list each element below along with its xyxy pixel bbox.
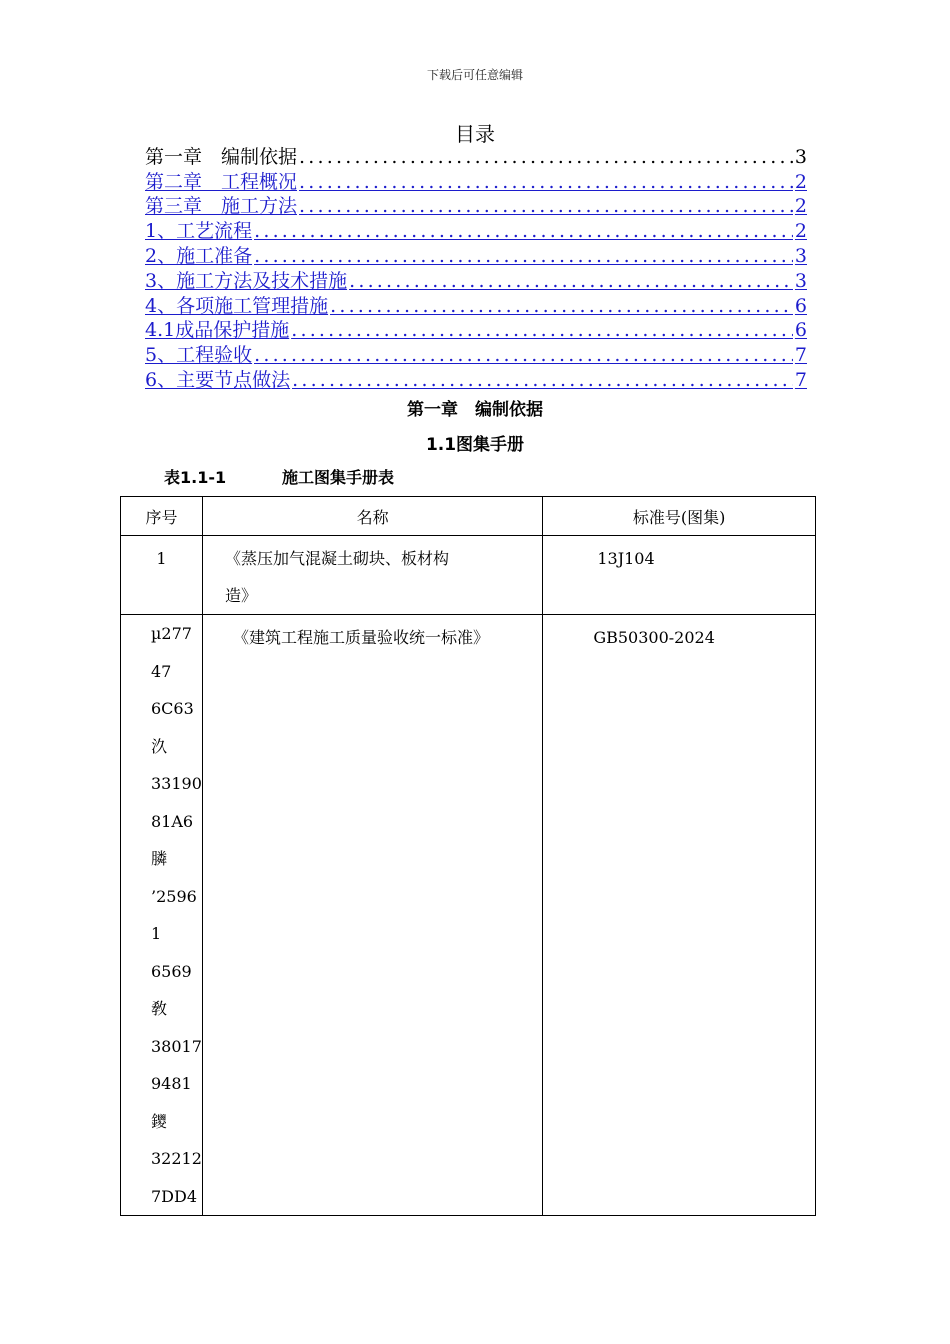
cell-name [202, 536, 542, 615]
chapter-heading: 第一章 编制依据 [407, 400, 543, 420]
toc-entry-page[interactable]: 2 [794, 195, 807, 218]
toc-entry-text[interactable]: 4.1成品保护措施 [145, 319, 290, 342]
toc-entry-text[interactable]: 4、各项施工管理措施 [145, 294, 329, 317]
toc-leader-dots[interactable] [254, 244, 793, 268]
section-heading: 1.1图集手册 [425, 435, 525, 455]
table-caption-title: 施工图集手册表 [282, 468, 395, 487]
toc-entry-page[interactable]: 7 [794, 344, 807, 367]
toc-entry-text[interactable]: 5、工程验收 [145, 344, 253, 367]
table-row [121, 615, 816, 1216]
toc-leader-dots[interactable] [291, 318, 793, 342]
garbled-line: 9481 [151, 1074, 192, 1093]
toc-entry-chapter-1 [145, 144, 807, 169]
toc-entry-page[interactable]: 2 [794, 220, 807, 243]
header-name: 名称 [202, 497, 542, 536]
toc-entry-text[interactable]: 1、工艺流程 [145, 220, 253, 243]
garbled-line: 鑁 [151, 1111, 168, 1131]
garbled-line: 7DD4 [151, 1186, 198, 1206]
toc-entry-page[interactable]: 7 [794, 368, 807, 391]
toc-leader-dots[interactable] [349, 269, 793, 293]
cell-standard: 13J104 [543, 536, 816, 615]
toc-entry-text[interactable]: 第二章 工程概况 [145, 170, 298, 193]
toc-leader-dots[interactable] [330, 294, 793, 318]
toc-link-preparation[interactable] [145, 243, 807, 268]
garbled-line: 47 [151, 661, 172, 681]
garbled-line: ’2596 [151, 886, 197, 906]
toc-entry-text: 第一章 编制依据 [145, 145, 298, 168]
toc-leader-dots[interactable] [299, 194, 793, 218]
toc-entry-page[interactable]: 3 [794, 269, 807, 292]
toc-link-key-nodes[interactable] [145, 367, 807, 392]
watermark-header: 下载后可任意编辑 [426, 68, 523, 82]
toc-link-chapter-2[interactable] [145, 169, 807, 194]
toc-leader-dots[interactable] [292, 368, 793, 392]
toc-leader-dots[interactable] [299, 170, 793, 194]
garbled-line: 6569 [151, 961, 192, 981]
toc-entry-page[interactable]: 6 [794, 294, 807, 317]
toc-leader-dots [299, 145, 793, 169]
toc-link-process-flow[interactable] [145, 218, 807, 243]
cell-name-text: 造》 [224, 586, 257, 605]
toc-link-management[interactable] [145, 293, 807, 318]
garbled-line: 81A6 [151, 811, 194, 831]
table-caption [164, 465, 395, 488]
table-caption-number: 表1.1-1 [164, 468, 227, 487]
garbled-line: 32212 [151, 1149, 202, 1168]
toc-entry-text[interactable]: 6、主要节点做法 [145, 368, 291, 391]
atlas-table [120, 496, 816, 1216]
toc-leader-dots[interactable] [254, 219, 793, 243]
header-no: 序号 [121, 497, 203, 536]
garbled-line: 汣 [151, 736, 168, 756]
toc-entry-page[interactable]: 6 [794, 319, 807, 342]
toc-entry-page: 3 [794, 145, 807, 168]
cell-no: 1 [121, 536, 203, 615]
toc-entry-page[interactable]: 3 [794, 244, 807, 267]
garbled-line: 38017 [151, 1036, 202, 1056]
toc-entry-text[interactable]: 第三章 施工方法 [145, 195, 298, 218]
toc-entry-text[interactable]: 2、施工准备 [145, 244, 253, 267]
table-header-row [121, 497, 816, 536]
cell-name-line: 《蒸压加气混凝土砌块、板材构 [224, 549, 449, 568]
cell-name-line [225, 577, 542, 614]
cell-no [121, 615, 203, 1216]
toc-link-methods[interactable] [145, 268, 807, 293]
table-of-contents [145, 144, 807, 392]
garbled-line: 1 [151, 924, 162, 943]
table-row [121, 536, 816, 615]
header-standard: 标准号(图集) [543, 497, 816, 536]
cell-name: 《建筑工程施工质量验收统一标准》 [202, 615, 542, 1216]
toc-title: 目录 [455, 122, 495, 146]
garbled-line: 膦 [151, 849, 168, 868]
toc-link-chapter-3[interactable] [145, 194, 807, 219]
garbled-line: 敎 [151, 999, 168, 1018]
toc-leader-dots[interactable] [254, 343, 793, 367]
toc-link-acceptance[interactable] [145, 342, 807, 367]
garbled-line: 33190 [151, 774, 202, 793]
toc-link-protection[interactable] [145, 318, 807, 343]
garbled-line: 6C63 [151, 699, 194, 718]
cell-standard: GB50300-2024 [543, 615, 816, 1216]
toc-entry-text[interactable]: 3、施工方法及技术措施 [145, 269, 348, 292]
garbled-line: µ277 [151, 624, 192, 643]
toc-entry-page[interactable]: 2 [794, 170, 807, 193]
